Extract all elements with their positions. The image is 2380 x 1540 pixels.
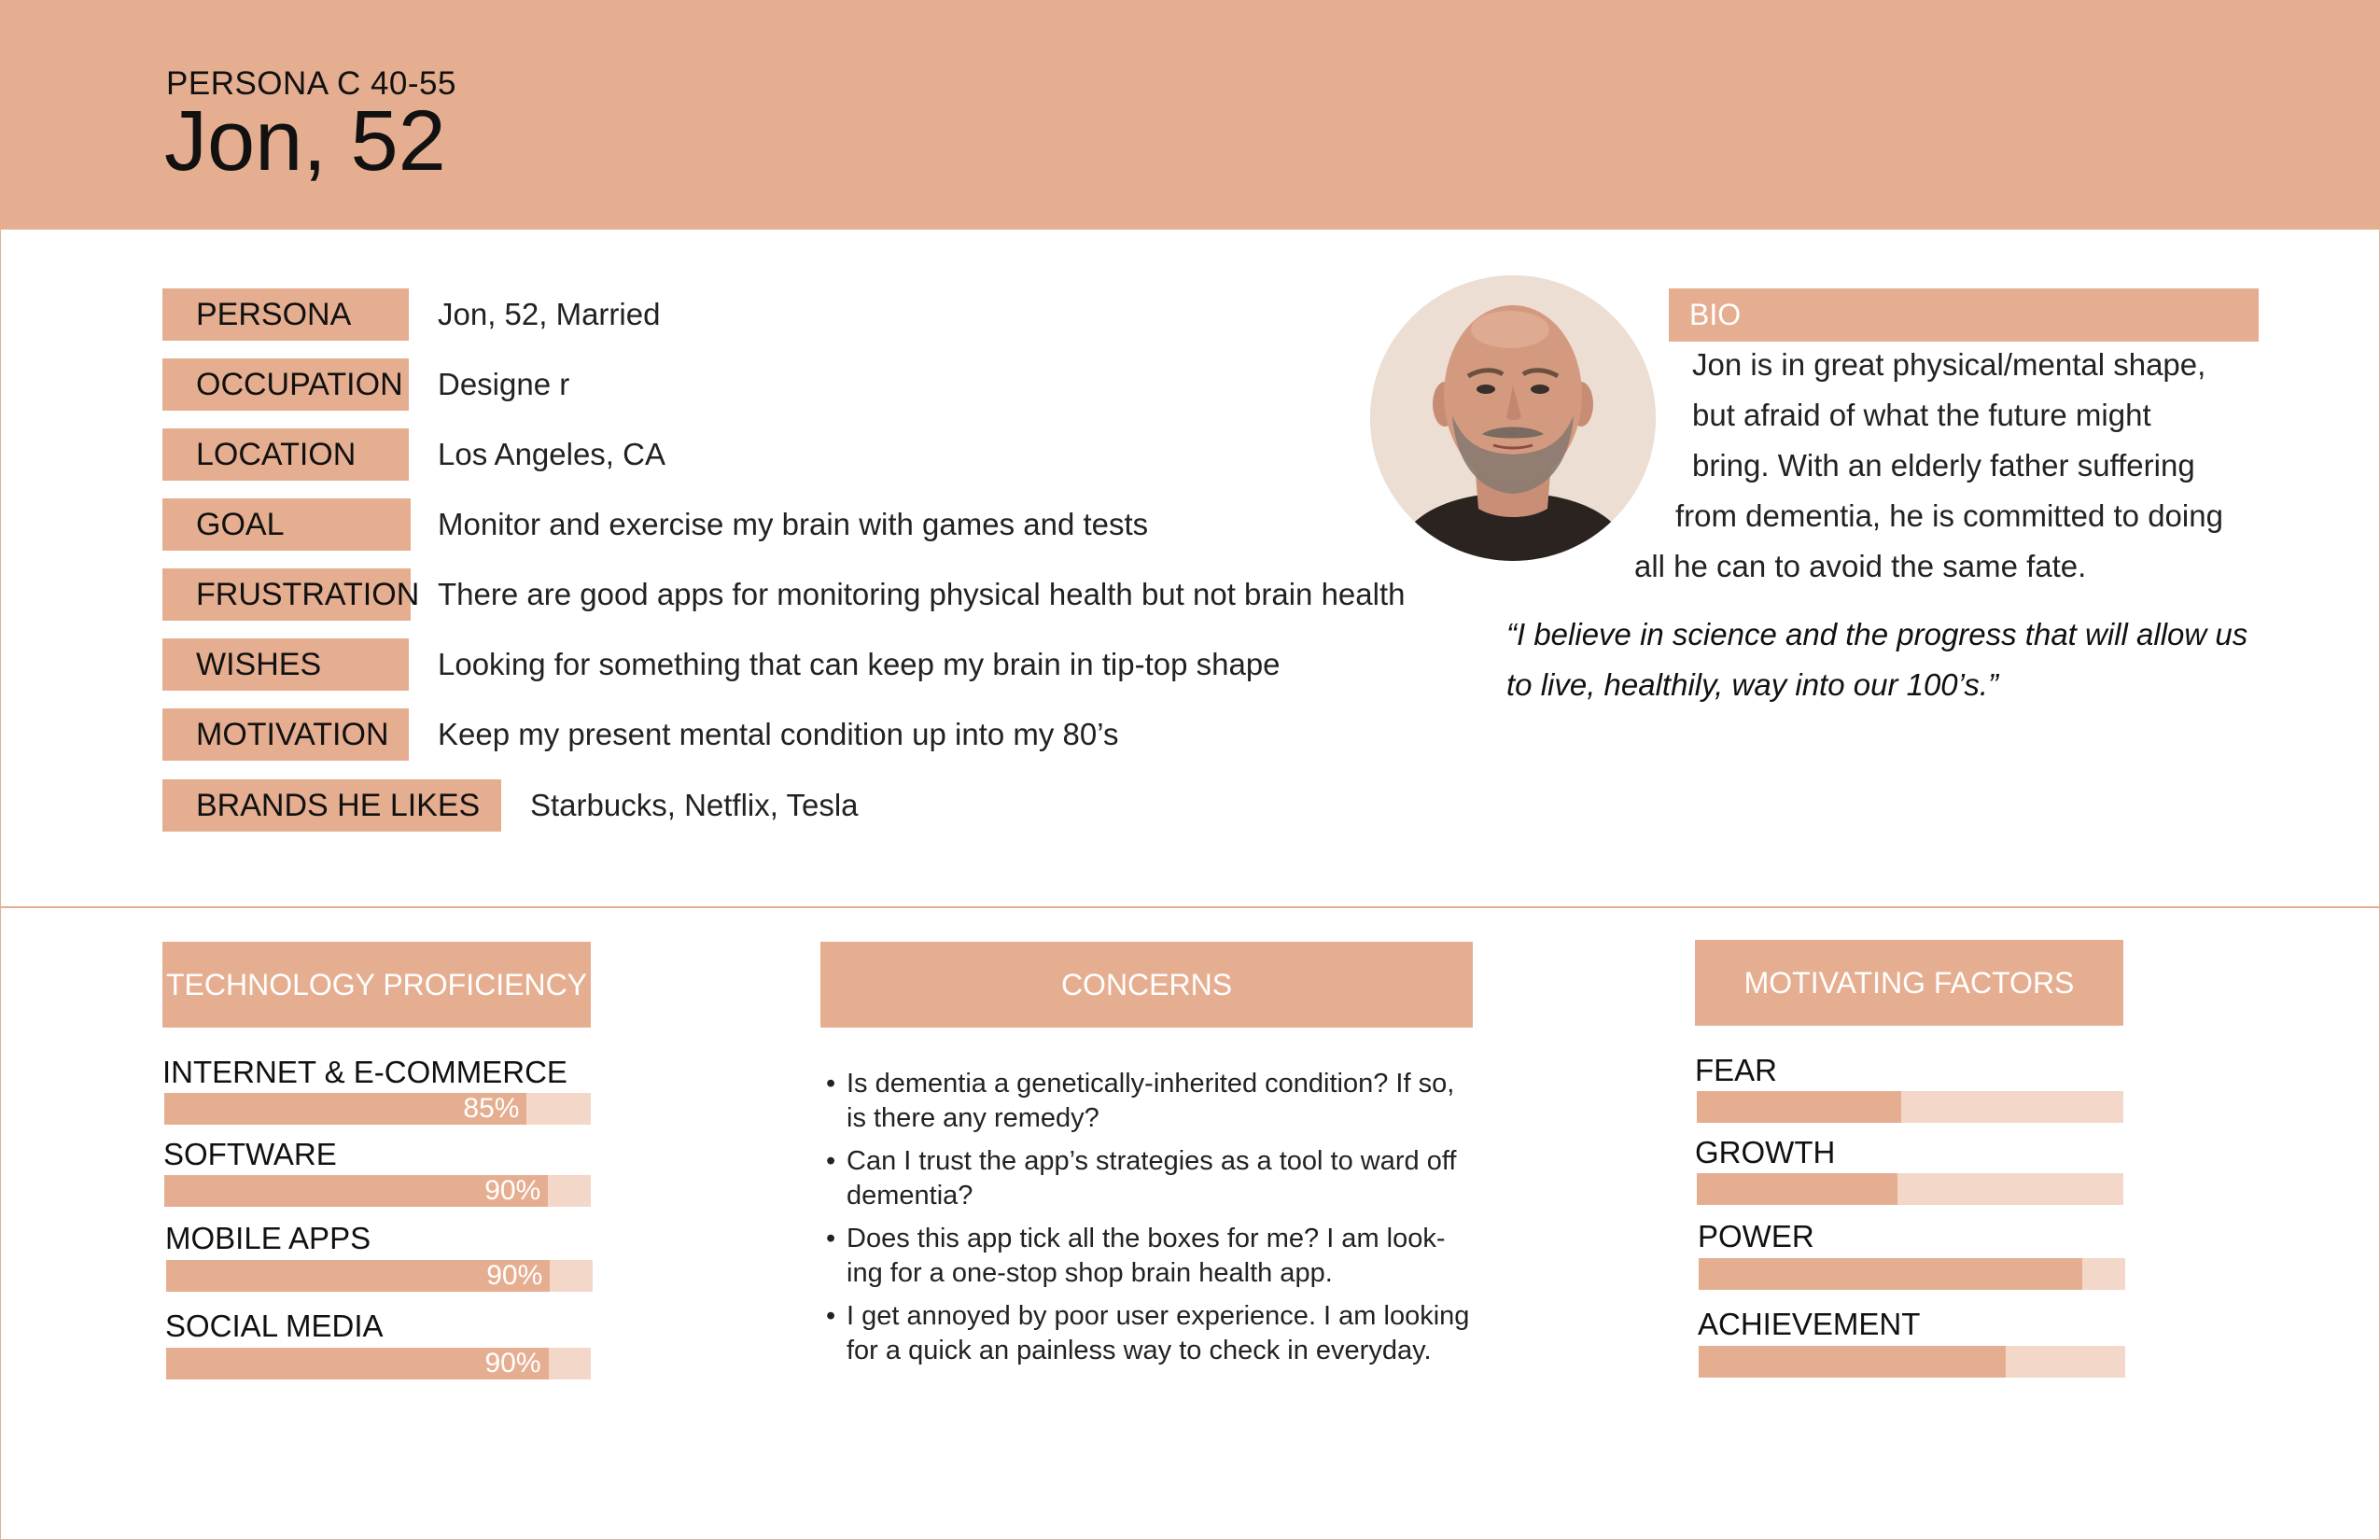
bio-line-1: Jon is in great physical/mental shape, — [1692, 347, 2206, 382]
tech-bar-fill-internet — [164, 1093, 526, 1125]
technology-proficiency-header: TECHNOLOGY PROFICIENCY — [162, 942, 591, 1028]
tech-label-internet: INTERNET & E-COMMERCE — [162, 1055, 567, 1089]
profile-label-location: LOCATION — [162, 428, 409, 481]
profile-label-frustration: FRUSTRATION — [162, 568, 411, 621]
persona-subtitle: PERSONA C 40-55 — [166, 65, 456, 102]
profile-label-persona: PERSONA — [162, 288, 409, 341]
concern-item-4-line-2: for a quick an painless way to check in everyday. — [847, 1336, 1432, 1365]
concern-item-1-line-2: is there any remedy? — [847, 1103, 1099, 1133]
section-divider — [0, 906, 2380, 908]
bullet-icon: • — [826, 1301, 836, 1331]
header-band — [0, 0, 2380, 230]
concern-item-1 — [826, 1067, 1479, 1136]
bio-line-2: but afraid of what the future might — [1692, 398, 2151, 432]
motivating-bar-power — [1699, 1258, 2125, 1290]
tech-value-social-media: 90% — [484, 1348, 541, 1379]
quote-line-2: to live, healthily, way into our 100’s.” — [1506, 667, 1999, 702]
concern-item-2 — [826, 1144, 1479, 1213]
concern-item-2-line-2: dementia? — [847, 1181, 973, 1211]
motivating-label-power: POWER — [1698, 1219, 1814, 1253]
motivating-label-growth: GROWTH — [1695, 1135, 1836, 1169]
motivating-bar-fear — [1697, 1091, 2123, 1123]
tech-value-software: 90% — [484, 1175, 541, 1206]
tech-bar-software — [164, 1175, 591, 1207]
bullet-icon: • — [826, 1069, 836, 1099]
tech-bar-fill-mobile-apps — [166, 1260, 550, 1292]
bio-line-3: bring. With an elderly father suffering — [1692, 448, 2195, 483]
concern-item-1-line-1: Is dementia a genetically-inherited condition? If so, — [847, 1069, 1455, 1099]
motivating-bar-fill-power — [1699, 1258, 2082, 1290]
tech-bar-fill-social-media — [166, 1348, 549, 1379]
motivating-label-achievement: ACHIEVEMENT — [1698, 1307, 1921, 1341]
persona-avatar — [1370, 275, 1656, 561]
bio-header: BIO — [1669, 288, 2259, 342]
tech-label-software: SOFTWARE — [163, 1137, 337, 1171]
concern-item-3 — [826, 1222, 1479, 1291]
profile-value-goal: Monitor and exercise my brain with games and tests — [438, 507, 1149, 541]
motivating-bar-fill-achievement — [1699, 1346, 2006, 1378]
tech-label-mobile-apps: MOBILE APPS — [165, 1221, 371, 1255]
quote-line-1: “I believe in science and the progress that will allow us — [1506, 617, 2248, 651]
bullet-icon: • — [826, 1146, 836, 1176]
profile-value-persona: Jon, 52, Married — [438, 297, 661, 331]
profile-value-location: Los Angeles, CA — [438, 437, 665, 471]
profile-label-wishes: WISHES — [162, 638, 409, 691]
motivating-bar-fill-fear — [1697, 1091, 1901, 1123]
concern-item-3-line-1: Does this app tick all the boxes for me? I am look- — [847, 1224, 1446, 1253]
bio-line-4: from dementia, he is committed to doing — [1675, 498, 2223, 533]
profile-value-frustration: There are good apps for monitoring physical health but not brain health — [438, 577, 1406, 611]
profile-label-brands: BRANDS HE LIKES — [162, 779, 501, 832]
bio-line-5: all he can to avoid the same fate. — [1634, 549, 2087, 583]
motivating-bar-achievement — [1699, 1346, 2125, 1378]
profile-label-goal: GOAL — [162, 498, 411, 551]
concerns-header: CONCERNS — [820, 942, 1473, 1028]
tech-bar-internet — [164, 1093, 591, 1125]
profile-value-brands: Starbucks, Netflix, Tesla — [530, 788, 859, 822]
concern-item-2-line-1: Can I trust the app’s strategies as a tool to ward off — [847, 1146, 1457, 1176]
tech-value-mobile-apps: 90% — [486, 1260, 543, 1291]
profile-label-motivation: MOTIVATION — [162, 708, 409, 761]
tech-bar-fill-software — [164, 1175, 548, 1207]
concern-item-3-line-2: ing for a one-stop shop brain health app. — [847, 1258, 1333, 1288]
profile-label-occupation: OCCUPATION — [162, 358, 409, 411]
concern-item-4-line-1: I get annoyed by poor user experience. I am looking — [847, 1301, 1470, 1331]
tech-value-internet: 85% — [463, 1093, 520, 1124]
bullet-icon: • — [826, 1224, 836, 1253]
tech-label-social-media: SOCIAL MEDIA — [165, 1309, 384, 1343]
motivating-bar-fill-growth — [1697, 1173, 1897, 1205]
motivating-factors-header: MOTIVATING FACTORS — [1695, 940, 2123, 1026]
profile-value-wishes: Looking for something that can keep my brain in tip-top shape — [438, 647, 1281, 681]
profile-value-motivation: Keep my present mental condition up into my 80’s — [438, 717, 1119, 751]
persona-title: Jon, 52 — [164, 93, 446, 189]
concern-item-4 — [826, 1299, 1479, 1368]
person-portrait-icon — [1370, 275, 1656, 561]
tech-bar-social-media — [166, 1348, 591, 1379]
tech-bar-mobile-apps — [166, 1260, 593, 1292]
motivating-bar-growth — [1697, 1173, 2123, 1205]
motivating-label-fear: FEAR — [1695, 1053, 1778, 1087]
profile-value-occupation: Designe r — [438, 367, 570, 401]
